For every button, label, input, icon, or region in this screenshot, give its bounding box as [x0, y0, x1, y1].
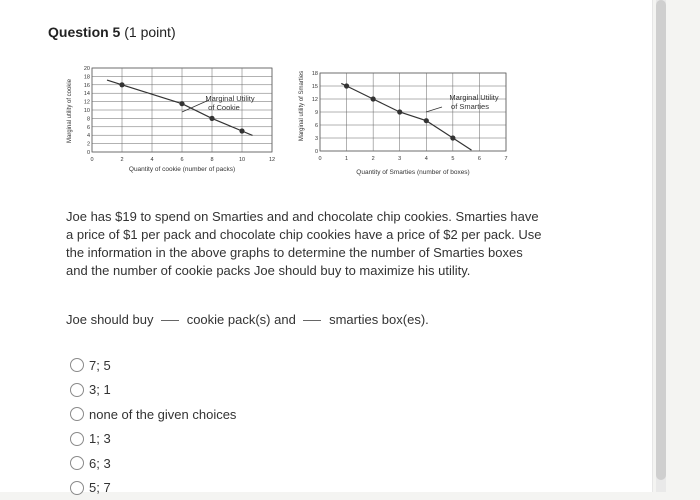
- g2-ytick-label: 18: [312, 71, 318, 77]
- g1-data-point: [239, 128, 244, 133]
- g1-data-point: [119, 82, 124, 87]
- g1-ytick-label: 20: [84, 66, 90, 72]
- g1-ytick-label: 6: [87, 125, 90, 131]
- radio-button[interactable]: [70, 358, 84, 372]
- smarties-utility-graph: [294, 56, 518, 189]
- g2-xtick-label: 4: [425, 156, 428, 162]
- g1-data-point: [179, 101, 184, 106]
- smarties-graph-xlabel: Quantity of Smarties (number of boxes): [356, 169, 469, 176]
- g1-xtick-label: 12: [269, 157, 275, 163]
- g2-ytick-label: 12: [312, 97, 318, 103]
- answer-choices: [70, 353, 236, 500]
- g2-ytick-label: 6: [315, 123, 318, 129]
- cookie-graph-xlabel: Quantity of cookie (number of packs): [129, 166, 235, 173]
- smarties-legend-line1: Marginal Utility: [449, 93, 498, 102]
- smarties-graph-ylabel: Marginal utility of Smarties: [299, 71, 305, 141]
- g2-xtick-label: 0: [318, 156, 321, 162]
- g1-xtick-label: 10: [239, 157, 245, 163]
- radio-button[interactable]: [70, 432, 84, 446]
- g2-ytick-label: 0: [315, 149, 318, 155]
- prompt-part2: cookie pack(s) and: [187, 312, 296, 327]
- prompt-part1: Joe should buy: [66, 312, 153, 327]
- g1-xtick-label: 4: [150, 157, 153, 163]
- g1-data-point: [209, 116, 214, 121]
- g2-xtick-label: 6: [478, 156, 481, 162]
- g2-xtick-label: 7: [504, 156, 507, 162]
- question-number: Question 5: [48, 24, 120, 40]
- g1-xtick-label: 8: [210, 157, 213, 163]
- radio-button[interactable]: [70, 456, 84, 470]
- choice-option[interactable]: [70, 353, 236, 378]
- g2-data-point: [397, 109, 402, 114]
- g2-data-point: [424, 118, 429, 123]
- cookie-utility-graph: [62, 56, 284, 189]
- g1-ytick-label: 0: [87, 150, 90, 156]
- g1-xtick-label: 6: [180, 157, 183, 163]
- choice-option[interactable]: [70, 427, 236, 452]
- g2-ytick-label: 15: [312, 84, 318, 90]
- answer-prompt: [66, 312, 429, 327]
- g2-xtick-label: 1: [345, 156, 348, 162]
- g2-xtick-label: 5: [451, 156, 454, 162]
- g2-data-point: [371, 96, 376, 101]
- question-points: (1 point): [124, 24, 175, 40]
- g2-ytick-label: 9: [315, 110, 318, 116]
- cookie-graph-ylabel: Marginal utility of cookie: [67, 78, 73, 143]
- choice-label[interactable]: 1; 3: [89, 431, 111, 446]
- cookie-graph-svg: [62, 56, 284, 184]
- g2-xtick-label: 3: [398, 156, 401, 162]
- choice-label[interactable]: 7; 5: [89, 358, 111, 373]
- radio-button[interactable]: [70, 407, 84, 421]
- g1-xtick-label: 2: [120, 157, 123, 163]
- blank-smarties: [303, 320, 321, 321]
- scrollbar[interactable]: [656, 0, 666, 492]
- radio-button[interactable]: [70, 481, 84, 495]
- prompt-part3: smarties box(es).: [329, 312, 429, 327]
- smarties-graph-svg: [294, 56, 518, 184]
- g1-ytick-label: 8: [87, 116, 90, 122]
- g1-xtick-label: 0: [90, 157, 93, 163]
- choice-label[interactable]: 6; 3: [89, 456, 111, 471]
- choice-option[interactable]: [70, 402, 236, 427]
- problem-text: Joe has $19 to spend on Smarties and and chocolate chip cookies. Smarties have a price of $1 per pack and chocolate chip cookies have a price of $2 per pack. Use the information in the above graphs to determine the number of Smarties boxes and the number of cookie packs Joe should buy to maximize his utility.: [66, 208, 546, 280]
- g1-ytick-label: 10: [84, 108, 90, 114]
- g1-ytick-label: 14: [84, 91, 90, 97]
- g2-data-point: [450, 135, 455, 140]
- choice-label[interactable]: 5; 7: [89, 480, 111, 495]
- scrollbar-thumb[interactable]: [656, 0, 666, 480]
- smarties-legend-pointer: [426, 107, 442, 112]
- g1-ytick-label: 16: [84, 83, 90, 89]
- g1-ytick-label: 12: [84, 100, 90, 106]
- choice-label[interactable]: 3; 1: [89, 382, 111, 397]
- cookie-legend-line2: of Cookie: [208, 103, 240, 112]
- choice-option[interactable]: [70, 378, 236, 403]
- cookie-legend-line1: Marginal Utility: [205, 94, 254, 103]
- question-title: [48, 24, 176, 40]
- smarties-legend-line2: of Smarties: [451, 102, 489, 111]
- g1-ytick-label: 18: [84, 74, 90, 80]
- choice-option[interactable]: [70, 451, 236, 476]
- g2-data-point: [344, 83, 349, 88]
- choice-option[interactable]: [70, 476, 236, 500]
- g1-ytick-label: 2: [87, 142, 90, 148]
- blank-cookie: [161, 320, 179, 321]
- radio-button[interactable]: [70, 383, 84, 397]
- g2-xtick-label: 2: [372, 156, 375, 162]
- g1-ytick-label: 4: [87, 133, 90, 139]
- choice-label[interactable]: none of the given choices: [89, 407, 236, 422]
- g2-ytick-label: 3: [315, 136, 318, 142]
